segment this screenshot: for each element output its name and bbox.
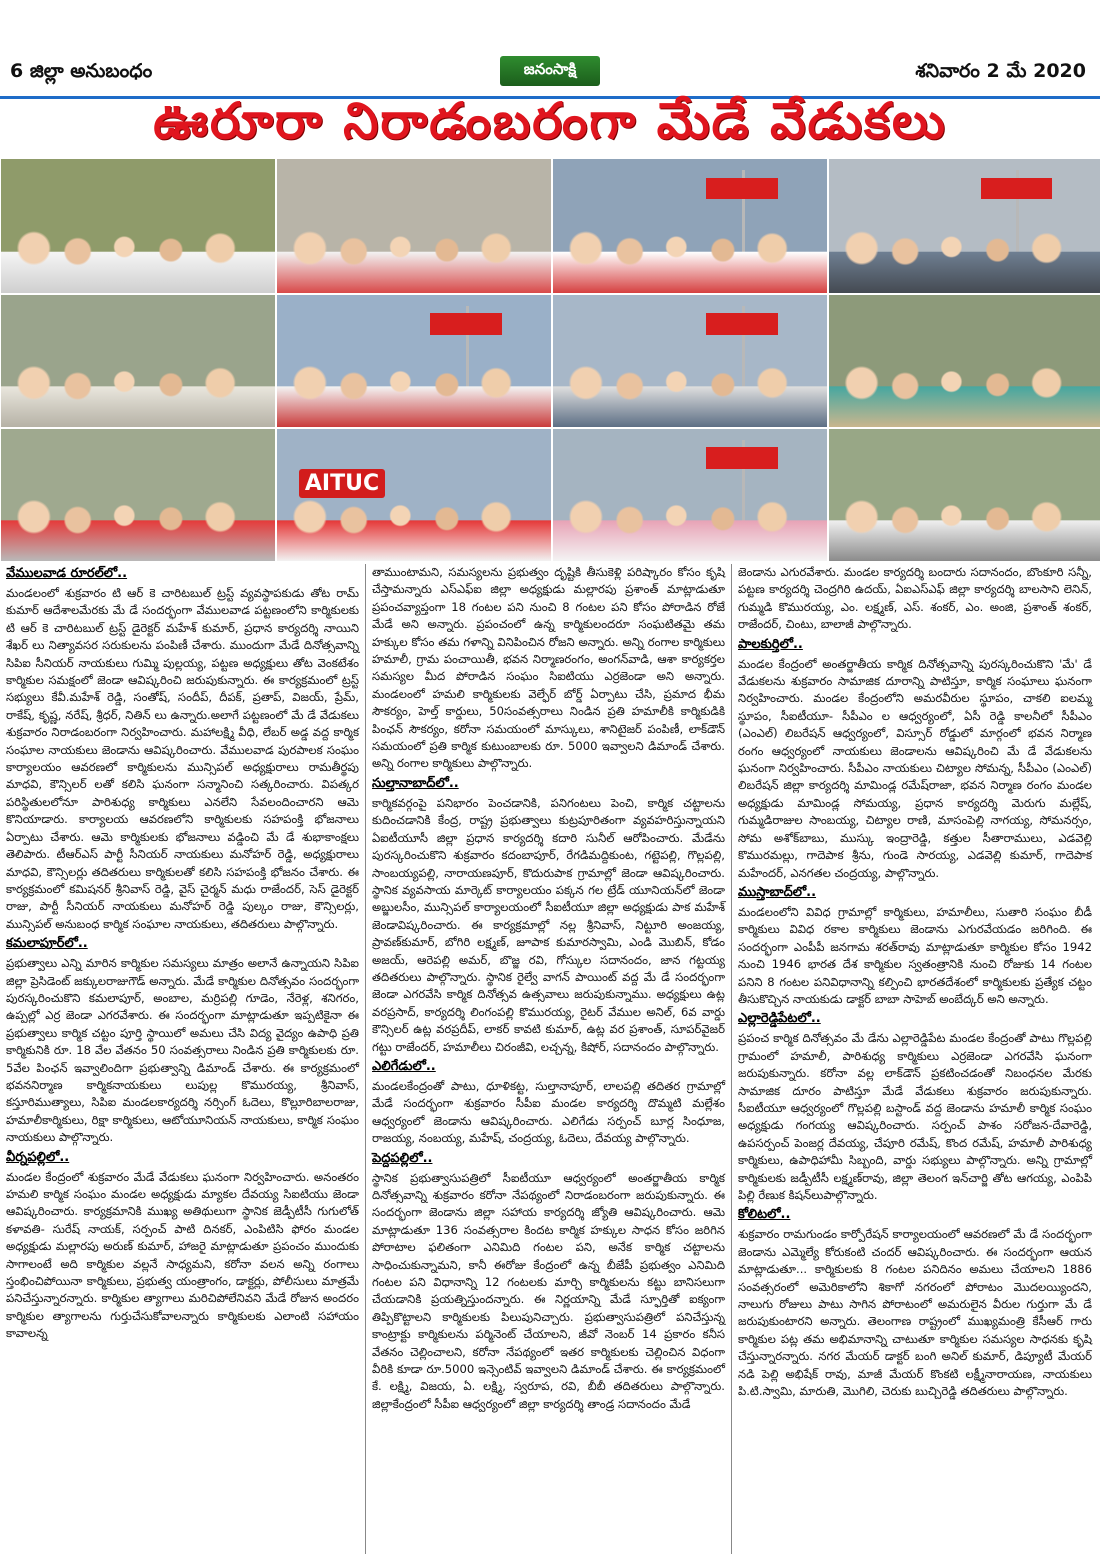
page-label: 6 జిల్లా అనుబంధం	[10, 60, 153, 82]
section-heading: పెద్దపల్లిలో..	[372, 1150, 433, 1166]
photo	[828, 428, 1100, 562]
article-column	[366, 564, 732, 1554]
article-paragraph: శుక్రవారం రామగుండం కార్పోరేషన్ కార్యాలయంలో ఆవరణలో మే డే సందర్భంగా జెండాను ఎమ్మెల్యే కోరుకంటి చందర్ ఆవిష్కరించారు. ఈ సందర్భంగా ఆయన మాట్లాడుతూ... కార్మికులకు 8 గంటల పనిదినం అమలు చేయాలని 1886 సంవత్సరంలో అమెరికాలోని శికాగో నగరంలో పోరాటం మొదలయ్యిందని, నాలుగు రోజులు పాటు సాగిన పోరాటంలో అమరులైన వీరుల గుర్తుగా మే డే జరుపుకుంటారని అన్నారు. తెలంగాణ రాష్ట్రంలో ముఖ్యమంత్రి కేసీఆర్ గారు కార్మికుల పట్ల తమ అభిమానాన్ని చాటుతూ కార్మికుల సమస్యల సాధనకు కృషి చేస్తున్నారన్నారు. నగర మేయర్ డాక్టర్ బంగి అనిల్ కుమార్, డిప్యూటీ మేయర్ నడి పెల్లి అభిషేక్ రావు, మాజీ మేయర్ కొంకటి లక్ష్మీనారాయణ, నాయకులు పి.టి.స్వామి, మారుతి, మొగిలి, చెరుకు బుచ్చిరెడ్డి తదితరులు పాల్గొన్నారు.	[738, 1227, 1092, 1399]
photo	[552, 428, 828, 562]
article-paragraph: మండలంలో శుక్రవారం టి ఆర్ కె చారిటబుల్ ట్రస్ట్ వ్యవస్థాపకుడు తోట రామ్ కుమార్ ఆదేశాలమేరకు మే డే సందర్భంగా వేములవాడ పట్టణంలోని కార్మికులకు టి ఆర్ కె చారిటబుల్ ట్రస్ట్ డైరెక్టర్ మహేశ్ కుమార్, ప్రధాన కార్యదర్శి నాయిని శేఖర్ లు నిత్యావసర సరుకులను పంపిణీ చేశారు. ముందుగా మేడే దినోత్సవాన్ని సిపిఐ సీనియర్ నాయకులు గుమ్మి పుల్లయ్య, పట్టణ అధ్యక్షులు తోట వెంకటేశం కార్మికుల సమక్షంలో జెండా ఆవిష్కరించి జరుపుకున్నారు. ఈ కార్యక్రమంలో ట్రస్ట్ సభ్యులు కేవీ.మహేశ్ రెడ్డి, సంతోష్, సందీప్, దీపక్, ప్రతాప్, విజయ్, ప్రేమ్, రాకేష్, కృష్ణ, నరేష్, శ్రీధర్, నితిన్ లు ఉన్నారు.అలాగే పట్టణంలో మే డే వేడుకలు శుక్రవారం నిరాడంబరంగా నిర్వహించారు. మహాలక్ష్మి వీధి, లేబర్ అడ్డ వద్ద కార్మిక సంఘాల నాయకులు జెండాను ఆవిష్కరించారు. వేములవాడ పురపాలక సంఘం కార్యాలయం ఆవరణలో కార్మికులను మున్సిపల్ అధ్యక్షురాలు రామతీర్థపు మాధవి, కౌన్సిలర్ లతో కలిసి ఘనంగా సన్మానించి సత్కరించారు. విపత్కర పరిస్థితులలోనూ పారిశుధ్య కార్మికులు ఎనలేని సేవలందించారని ఆమె కొనియాడారు. కార్యాలయ ఆవరణలోని కార్మికులకు సహపంక్తి భోజనాలు ఏర్పాటు చేశారు. ఆమె కార్మికులకు భోజనాలు వడ్డించి మే డే శుభాకాంక్షలు తెలిపారు. టీఆర్ఎస్ పార్టీ సీనియర్ నాయకులు మనోహర్ రెడ్డి, అధ్యక్షురాలు మాధవి, కౌన్సిలర్లు తదితరులు కార్మికులతో కలిసి సహపంక్తి భోజనం చేశారు. ఈ కార్యక్రమంలో కమిషనర్ శ్రీనివాస్ రెడ్డి, వైస్ చైర్మన్ మధు రాజేందర్, సెస్ డైరెక్టర్ రాజు, పార్టీ సీనియర్ నాయకులు మనోహర్ రెడ్డి పుల్కం రాజు, కౌన్సిలర్లు, మున్సిపల్ అనుబంధ కార్మిక సంఘాల నాయకులు, తదితరులు పాల్గొన్నారు.	[6, 586, 359, 931]
photo	[276, 158, 552, 294]
article-paragraph: ప్రభుత్వాలు ఎన్ని మారిన కార్మికుల సమస్యలు మాత్రం అలానే ఉన్నాయని సిపిఐ జిల్లా ప్రెసిడెంట్ జక్కులరాజుగౌడ్ అన్నారు. మేడే కార్మికుల దినోత్సవం సందర్భంగా పురస్కరించుకొని కమలాపూర్, అంబాల, మర్రిపల్లి గూడెం, నేరెళ్ల, శనిగరం, ఉప్పల్లో ఎర్ర జెండా ఎగరవేశారు. ఈ సందర్భంగా మాట్లాడుతూ ఇప్పటికైనా ఈ ప్రభుత్వాలు కార్మిక చట్టం పూర్తి స్థాయిలో అమలు చేసి విద్య వైద్యం ఉపాధి ప్రతి కార్మికునికి రూ. 18 వేల వేతనం 50 సంవత్సరాలు నిండిన ప్రతి కార్మికులకు రూ. 5వేల పింఛన్ ఇవ్వాలిందిగా ప్రభుత్వాన్ని డిమాండ్ చేశారు. ఈ కార్యక్రమంలో భవననిర్మాణ కార్మికనాయకులు లుపుల్ల కొమురయ్య, శ్రీనివాస్, కస్తూరిముత్యాలు, సిపిఐ మండలకార్యదర్శి నర్సింగ్ ఓదెలు, కొల్లూరిబాలరాజు, హమాలీకార్మికులు, రిక్షా కార్మికులు, ఆటోయూనియన్ నాయకులు, కార్మిక సంఘం నాయకులు పాల్గొన్నారు.	[6, 956, 359, 1145]
article-paragraph: ప్రపంచ కార్మిక దినోత్సవం మే డేను ఎల్లారెడ్డిపేట మండల కేంద్రంతో పాటు గొల్లపల్లి గ్రామంలో హమాలీ, పారిశుధ్య కార్మికులు ఎర్రజెండా ఎగరవేసి ఘనంగా జరుపుకున్నారు. కరోనా వల్ల లాక్‌డౌన్ ప్రకటించడంతో నిబంధనల మేరకు సామాజిక దూరం పాటిస్తూ మేడే వేడుకలు శుక్రవారం జరుపుకున్నారు. సీఐటీయూ ఆధ్వర్యంలో గొల్లపల్లి బస్టాండ్ వద్ద జెండాను హమాలీ కార్మిక సంఘం అధ్యక్షుడు గంగయ్య ఆవిష్కరించారు. సర్పంచ్ పాశం సరోజన-దేవారెడ్డి, ఉపసర్పంచ్ పెంజర్ల దేవయ్య, చేపూరి రమేష్, కొంద రమేష్, హమాలీ పారిశుధ్య కార్మికులు, ఉపాధిహామీ సిబ్బంది, వార్డు సభ్యులు పాల్గొన్నారు. అన్ని గ్రామాల్లో కార్మికులకు జడ్పీటీసీ లక్ష్మణ్‌రావు, జిల్లా తెలంగ ఇన్‌చార్జి తోట ఆగయ్య, ఎంపిపి పిల్లి రేణుక కిషన్‌లుపాల్గొన్నారు.	[738, 1031, 1092, 1202]
photo	[276, 428, 552, 562]
photo	[0, 428, 276, 562]
article-paragraph: కార్మికవర్గంపై పనిభారం పెంచడానికి, పనిగంటలు పెంచి, కార్మిక చట్టాలను కుదించడానికి కేంద్ర, రాష్ట్ర ప్రభుత్వాలు కుట్రపూరితంగా వ్యవహరిస్తున్నాయని ఏఐటీయూసీ జిల్లా ప్రధాన కార్యదర్శి కదారి సునీల్ ఆరోపించారు. మేడేను పురస్కరించుకొని శుక్రవారం కదంబాపూర్, రేగడిమద్దికుంట, గట్టెపల్లి, గొల్లపల్లి, సాంబయ్యపల్లి, నారాయణపూర్, కొదురుపాక గ్రామాల్లో జెండా ఆవిష్కరించారు. స్థానిక వ్యవసాయ మార్కెట్ కార్యాలయం పక్కన గల ట్రేడ్ యూనియన్‌లో జెండా అబ్జులసీం, మున్సిపల్ కార్యాలయంలో సీఐటీయూ జిల్లా అధ్యక్షుడు పాక మహేశ్ జెండావిష్కరించారు. ఈ కార్యక్రమాల్లో నల్ల శ్రీనివాస్, నిట్టూరి అంజయ్య, ప్రావణ్‌కుమార్, బోగిరి లక్ష్మణ్, జూపాక కుమారస్వామి, ఎండి మొబిన్, కోడం అజయ్, ఆరెపల్లి అమర్, బొజ్జ రవి, గోస్కుల సదానందం, జాన గట్టయ్య తదితరులు పాల్గొన్నారు. స్థానిక రైల్వే వాగన్ పాయింట్ వద్ద మే డే సందర్భంగా జెండా ఎగరవేసి కార్మిక దినోత్సవ ఉత్సవాలు జరుపుకున్నాము. అధ్యక్షులు ఉట్ల వరప్రసాద్, కార్యదర్శి లింగంపల్లి కొమురయ్య, రైటర్ వేముల అనిల్, 6వ వార్డు కౌన్సిలర్ ఉట్ల వరప్రదీప్, లాకర్ కావటి కుమార్, ఉట్ల వర ప్రశాంత్, సూపర్‌వైజర్ గట్టు రాజేందర్, హమాలీలు చిరంజీవి, లచ్చన్న, కిషోర్, సదానందం పాల్గొన్నారు.	[372, 795, 725, 1054]
photo	[828, 158, 1100, 294]
section-heading: కోలిటలో..	[738, 1207, 791, 1223]
section-heading: కమలాపూర్‌లో..	[6, 936, 88, 952]
article-column	[732, 564, 1098, 1554]
article-paragraph: మండలంలోని వివిధ గ్రామాల్లో కార్మికులు, హమాలీలు, సుతారి సంఘం బీడీ కార్మికులు వివిధ రకాల కార్మికులు జెండాను ఎగురవేయడం జరిగింది. ఈ సందర్భంగా ఎంపీపీ జనగామ శరత్‌రావు మాట్లాడుతూ కార్మికుల కోసం 1942 నుంచి 1946 భారత దేశ కార్మికుల స్వతంత్రానికి నుంచి రోజుకు 14 గంటల పనిని 8 గంటల పనివిధానాన్ని కల్పించి భారతదేశంలో కార్మికులకు ప్రత్యేక చట్టం తీసుకొచ్చిన నాయకుడు డాక్టర్ బాబా సాహెబ్ అంబేద్కర్ అని అన్నారు.	[738, 904, 1092, 1006]
section-heading: ఎల్లారెడ్డిపేటలో..	[738, 1011, 821, 1027]
aituc-banner: AITUC	[299, 469, 385, 498]
photo-grid	[0, 158, 1100, 560]
article-paragraph: మండల కేంద్రంలో అంతర్జాతీయ కార్మిక దినోత్సవాన్ని పురస్కరించుకొని 'మే' డే వేడుకలను శుక్రవారం సామాజిక దూరాన్ని పాటిస్తూ, కార్మిక సంఘాలు ఘనంగా నిర్వహించారు. మండల కేంద్రంలోని అమరవీరుల స్థూపం, చాకలి ఐలమ్మ స్థూపం, సీఐటీయూ- సీపీఎం ల ఆధ్వర్యంలో, ఏసీ రెడ్డి కాలనీలో సీపీఎం (ఎంఎల్) లిబరేషన్ ఆధ్వర్యంలో, విస్సూర్ రోడ్డులో మార్గంలో భవన నిర్మాణ రంగం ఆధ్వర్యంలో నాయకులు జెండాలను ఆవిష్కరించి మే డే వేడుకలను ఘనంగా నిర్వహించారు. సీపీఎం నాయకులు చిట్యాల సోమన్న, సీపీఎం (ఎంఎల్) లిబరేషన్ జిల్లా కార్యదర్శి మామిండ్ల రమేష్‌రాజా, భవన నిర్మాణ రంగం మండల అధ్యక్షుడు మామిండ్ల సోమయ్య, ప్రధాన కార్యదర్శి మెరుగు మల్లేష్, గుమ్మడిరాజుల సాంబయ్య, చిట్యాల రాణి, మాసంపెల్లి నాగయ్య, సోమనర్సం, సోమ అశోక్‌బాబు, ముస్కు ఇంద్రారెడ్డి, కత్తుల సీతారాములు, ఎడవెల్లి కొమురమల్లు, గాదెపాక శ్రీను, గుండె సారయ్య, ఎడవెల్లి కుమార్, గాదెపాక మహేందర్, ఎనగతల చంద్రయ్య, పాల్గొన్నారు.	[738, 656, 1092, 880]
section-heading: వేములవాడ రూరల్‌లో..	[6, 566, 128, 581]
article-columns	[0, 564, 1100, 1554]
photo	[0, 158, 276, 294]
section-heading: వీర్నపల్లిలో..	[6, 1149, 70, 1165]
photo	[0, 294, 276, 428]
article-paragraph: మండల కేంద్రంలో శుక్రవారం మేడే వేడుకలు ఘనంగా నిర్వహించారు. అనంతరం హమలి కార్మిక సంఘం మండల అధ్యక్షుడు మ్యాకల దేవయ్య సిఐటియు జెండా ఆవిష్కరించారు. కార్యక్రమానికి ముఖ్య అతిథులుగా స్థానిక జెడ్పీటీసీ గుగులోత్ కళావతి- సురేష్ నాయక్, సర్పంచ్ పాటి దినకర్, ఎంపిటిసి ఫోరం మండల అధ్యక్షుడు మల్లారపు అరుణ్ కుమార్, హాజరై మాట్లాడుతూ ప్రపంచం ముందుకు సాగాలంటే అది కార్మికుల వల్లనే సాధ్యమని, కరోనా వలన అన్ని రంగాలు స్తంభించిపోయినా కార్మికులు, ప్రభుత్వ యంత్రాంగం, డాక్టర్లు, పోలీసులు మాత్రమే పనిచేస్తున్నారన్నారు. కార్మికుల త్యాగాలు మరిచిపోలేనివని మేడే రోజున అందరం కార్మికుల త్యాగాలను గుర్తుచేసుకోవాలన్నారు కార్మికులకు ఎలాంటి సహాయం కావాలన్న	[6, 1169, 359, 1341]
article-paragraph: స్థానిక ప్రభుత్వాసుపత్రిలో సీఐటీయూ ఆధ్వర్యంలో అంతర్జాతీయ కార్మిక దినోత్సవాన్ని శుక్రవారం కరోనా నేపథ్యంలో నిరాడంబరంగా జరుపుకున్నారు. ఈ సందర్భంగా జెండాను జిల్లా సహాయ కార్యదర్శి జ్యోతి ఆవిష్కరించారు. ఆమె మాట్లాడుతూ 136 సంవత్సరాల కిందట కార్మిక హక్కుల సాధన కోసం జరిగిన పోరాటాల ఫలితంగా ఎనిమిది గంటల పని, అనేక కార్మిక చట్టాలను సాధించుకున్నామని, కానీ ఈరోజు కేంద్రంలో ఉన్న బీజేపీ ప్రభుత్వం ఎనిమిది గంటల పని విధానాన్ని 12 గంటలకు మార్చి కార్మికులను కట్టు బానిసలుగా చేయడానికి ప్రయత్నిస్తుందన్నారు. ఈ నిర్ణయాన్ని మేడే స్ఫూర్తితో ఐక్యంగా తిప్పికొట్టాలని కార్మికులకు పిలుపునిచ్చారు. ప్రభుత్వాసుపత్రిలో పనిచేస్తున్న కాంట్రాక్టు కార్మికులను పర్మినెంట్ చేయాలని, జీవో నెంబర్ 14 ప్రకారం కనీస వేతనం చెల్లించాలని, కరోనా నేపథ్యంలో ఇతర కార్మికులకు చెల్లించిన విధంగా వీరికి కూడా రూ.5000 ఇన్సెంటివ్ ఇవ్వాలని డిమాండ్ చేశారు. ఈ కార్యక్రమంలో కే. లక్ష్మి, విజయ, ఏ. లక్ష్మి, స్వరూప, రవి, బీబీ తదితరులు పాల్గొన్నారు. జిల్లాకేంద్రంలో సీపీఐ ఆధ్వర్యంలో జిల్లా కార్యదర్శి తాండ్ర సదానందం మేడే	[372, 1170, 725, 1411]
article-column	[0, 564, 366, 1554]
issue-date: శనివారం 2 మే 2020	[915, 60, 1086, 82]
section-heading: సుల్తానాబాద్‌లో..	[372, 775, 459, 791]
photo	[552, 294, 828, 428]
photo	[552, 158, 828, 294]
article-paragraph: తాముంటామని, సమస్యలను ప్రభుత్వం దృష్టికి తీసుకెళ్లి పరిష్కారం కోసం కృషి చేస్తామన్నారు ఎస్ఎఫ్ఐ జిల్లా అధ్యక్షుడు మల్లారపు ప్రశాంత్ మాట్లాడుతూ ప్రపంచవ్యాప్తంగా 18 గంటల పని నుంచి 8 గంటల పని కోసం పోరాడిన రోజే మేడే అని అన్నారు. ప్రపంచంలో ఉన్న కార్మికులందరూ సంఘటితమై తమ హక్కుల కోసం తమ గళాన్ని వినిపించిన రోజని అన్నారు. అన్ని రంగాల కార్మికులు హమాలీ, గ్రామ పంచాయితీ, భవన నిర్మాణరంగం, అంగన్‌వాడి, ఆశా కార్యకర్తల సమస్యల మీద పోరాడిన సంఘం సిఐటియు ఎర్రజెండా అని అన్నారు. మండలంలో హమలి కార్మికులకు వెల్ఫేర్ బోర్డ్ ఏర్పాటు చేసి, ప్రమాద భీమ సౌకర్యం, హెల్త్ కార్డులు, 50సంవత్సరాలు నిండిన ప్రతి హమాలీకి కార్మికుడికి పింఛన్ సౌకర్యం, కరోనా సమయంలో మాస్కులు, శానిటైజర్ పంపిణీ, లాక్‌డౌన్ సమయంలో ప్రతి కార్మిక కుటుంబాలకు రూ. 5000 ఇవ్వాలని డిమాండ్ చేశారు. అన్ని రంగాల కార్మికులు పాల్గొన్నారు.	[372, 565, 725, 771]
article-paragraph: జెండాను ఎగురవేశారు. మండల కార్యదర్శి బందారు సదానందం, బొంకూరి సన్నీ, పట్టణ కార్యదర్శి చెంద్రగిరి ఉదయ్, ఏఐఎస్ఎఫ్ జిల్లా కార్యదర్శి బాలసాని లెనిన్, గుమ్మడి కొమురయ్య, ఎం. లక్ష్మణ్, ఎస్. శంకర్, ఎం. అంజి, ప్రశాంత్ శంకర్, రాజేందర్, చింటు, బాలాజీ పాల్గొన్నారు.	[738, 565, 1092, 632]
newspaper-logo: జనంసాక్షి	[500, 56, 600, 86]
article-paragraph: మండలకేంద్రంతో పాటు, ధూళికట్ట, సుల్తానాపూర్, లాలపల్లి తదితర గ్రామాల్లో మేడే సందర్భంగా శుక్రవారం సీపీఐ మండల కార్యదర్శి దొమ్మటి మల్లేశం ఆధ్వర్యంలో జెండాను ఆవిష్కరించారు. ఎలిగేడు సర్పంచ్ బూర్ల సింధూజ, రాజయ్య, నంబయ్య, మహేష్, చంద్రయ్య, ఓదెలు, దేవయ్య పాల్గొన్నారు.	[372, 1078, 725, 1146]
photo	[276, 294, 552, 428]
section-heading: ముస్తాబాద్‌లో..	[738, 884, 817, 900]
main-headline: ఊరూరా నిరాడంబరంగా మేడే వేడుకలు	[153, 91, 947, 150]
masthead	[0, 0, 1100, 99]
section-heading: ఎలిగేడులో..	[372, 1058, 436, 1074]
section-heading: పాలకుర్తిలో..	[738, 636, 803, 652]
headline-block	[0, 91, 1100, 156]
photo	[828, 294, 1100, 428]
